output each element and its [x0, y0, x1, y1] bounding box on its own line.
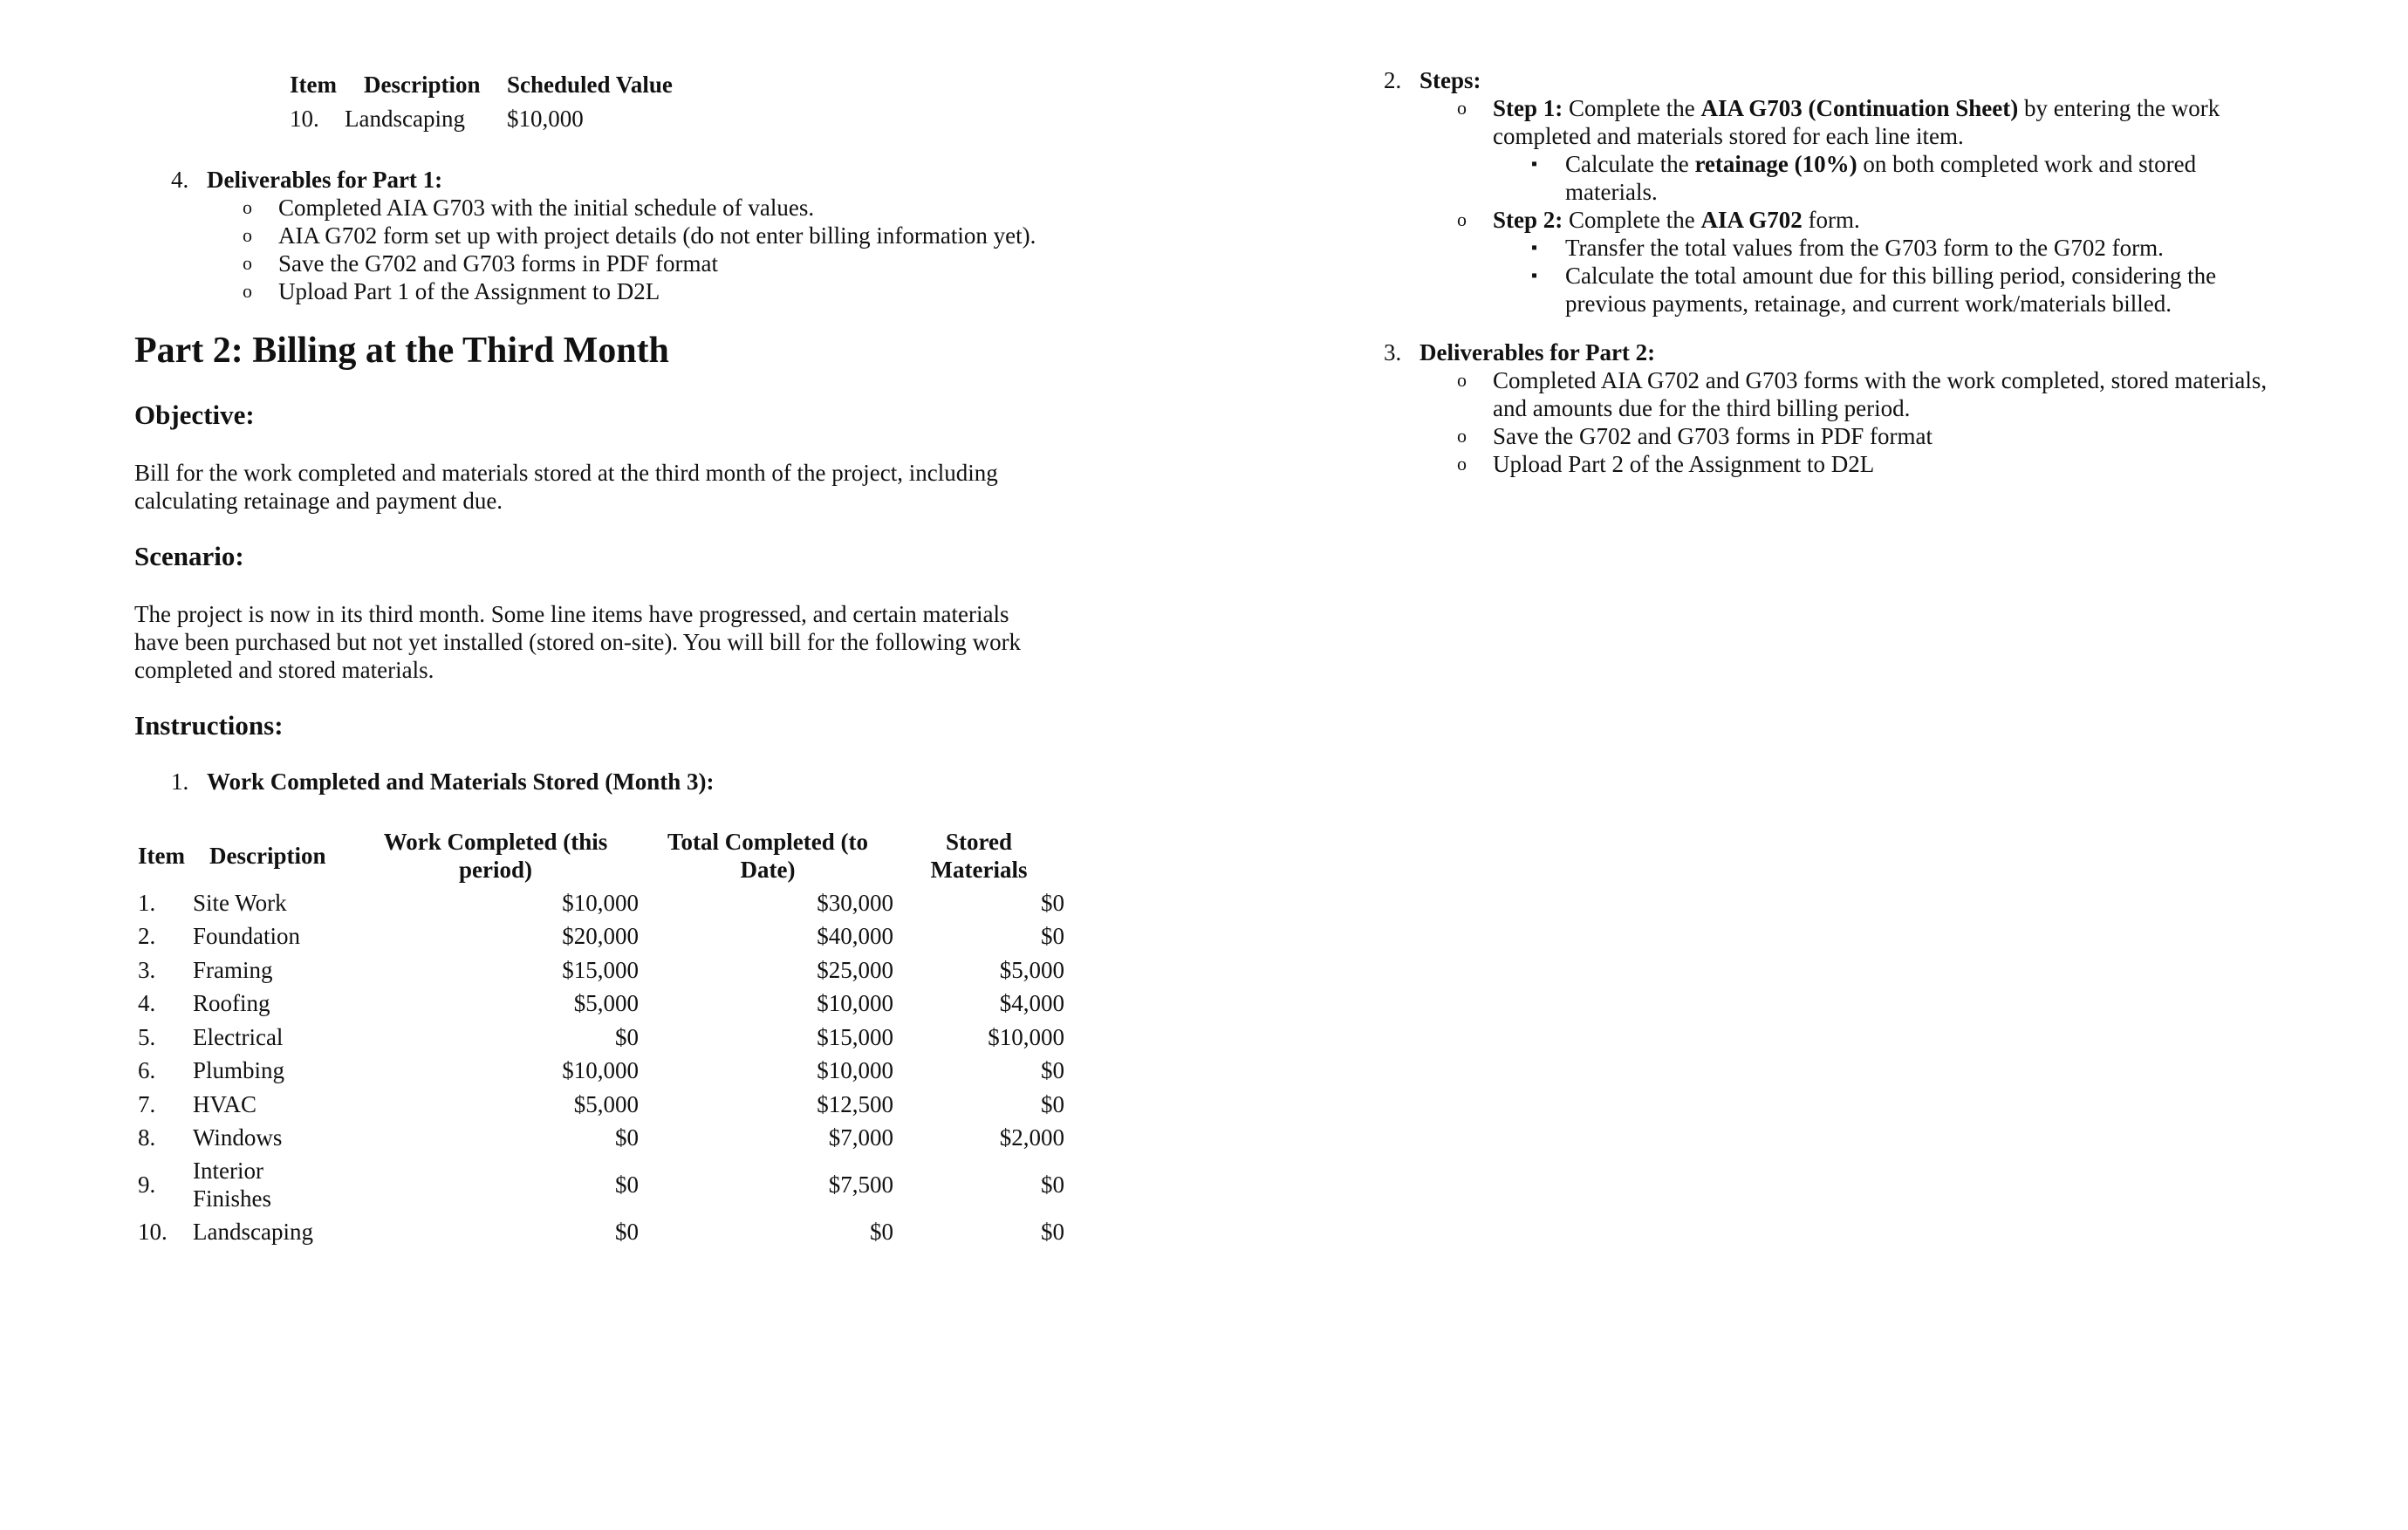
table-row-description: Landscaping — [193, 1219, 313, 1245]
deliverable-item: Completed AIA G703 with the initial schedule of values. — [278, 195, 815, 221]
table-row-item: 2. — [138, 923, 156, 949]
table-row-work: $10,000 — [562, 1057, 639, 1083]
table-row-total: $15,000 — [817, 1024, 893, 1050]
step1-line: Step 1: Complete the AIA G703 (Continuation Sheet) by entering the work — [1493, 95, 2220, 121]
table-row-total: $30,000 — [817, 890, 893, 916]
step1-line: completed and materials stored for each line item. — [1493, 123, 1964, 149]
table-row-work: $10,000 — [562, 890, 639, 916]
deliverables-part2-number: 3. — [1384, 339, 1402, 365]
table-row-item: 1. — [138, 890, 156, 916]
scenario-line: The project is now in its third month. Some line items have progressed, and certain materials — [134, 601, 1009, 627]
table-row-stored: $2,000 — [999, 1124, 1064, 1151]
table-row-description: Interior Finishes — [193, 1158, 272, 1212]
table-row-description: Site Work — [193, 890, 287, 916]
deliverables-part1-number: 4. — [171, 167, 189, 193]
table-row-total: $7,000 — [828, 1124, 893, 1151]
table-row-stored: $5,000 — [999, 957, 1064, 983]
deliverables-part2-title: Deliverables for Part 2: — [1419, 339, 1656, 365]
table-row-stored: $0 — [1041, 1057, 1064, 1083]
table-row-total: $40,000 — [817, 923, 893, 949]
table-row-stored: $0 — [1041, 1171, 1064, 1198]
table-row-work: $15,000 — [562, 957, 639, 983]
table-row-description: Foundation — [193, 923, 301, 949]
step1-sub-line: materials. — [1565, 179, 1658, 205]
right-page — [1204, 0, 2408, 1530]
table-row-total: $10,000 — [817, 990, 893, 1016]
scenario-line: have been purchased but not yet installed (stored on-site). You will bill for the following work — [134, 629, 1022, 655]
table-row-stored: $10,000 — [988, 1024, 1064, 1050]
table-row-description: Plumbing — [193, 1057, 285, 1083]
steps-number: 2. — [1384, 67, 1402, 93]
table-row-item: 5. — [138, 1024, 156, 1050]
table-row-total: $12,500 — [817, 1091, 893, 1117]
billing-header-work-completed: Work Completed (this period) — [383, 829, 608, 883]
table-row-total: $10,000 — [817, 1057, 893, 1083]
table-row-work: $0 — [615, 1219, 639, 1245]
table-row-item: 4. — [138, 990, 156, 1016]
table-row-stored: $0 — [1041, 1219, 1064, 1245]
work-item-title: Work Completed and Materials Stored (Month 3): — [207, 768, 715, 795]
table-row-description: Roofing — [193, 990, 270, 1016]
deliverable-item: AIA G702 form set up with project details (do not enter billing information yet). — [278, 222, 1036, 249]
bullet-icon: o — [243, 224, 252, 246]
table-row-item: 8. — [138, 1124, 156, 1151]
step2-line: Step 2: Complete the AIA G702 form. — [1493, 207, 1860, 233]
table-row-work: $0 — [615, 1171, 639, 1198]
schedule-row-description: Landscaping — [345, 106, 465, 132]
billing-header-item: Item — [138, 843, 185, 869]
bullet-icon: o — [1457, 97, 1467, 119]
objective-line: Bill for the work completed and materials stored at the third month of the project, including — [134, 460, 998, 486]
deliverable-item: and amounts due for the third billing period. — [1493, 395, 1911, 421]
table-row-stored: $0 — [1041, 1091, 1064, 1117]
bullet-icon: o — [243, 252, 252, 274]
billing-header-description: Description — [209, 843, 326, 869]
table-row-stored: $0 — [1041, 890, 1064, 916]
billing-header-total-completed: Total Completed (to Date) — [667, 829, 868, 883]
deliverables-part1-title: Deliverables for Part 1: — [207, 167, 443, 193]
objective-heading: Objective: — [134, 400, 255, 430]
step2-sub-line: Transfer the total values from the G703 form to the G702 form. — [1565, 235, 2164, 261]
bullet-icon: o — [1457, 208, 1467, 230]
table-row-item: 7. — [138, 1091, 156, 1117]
table-row-work: $0 — [615, 1024, 639, 1050]
square-bullet-icon: ▪ — [1531, 266, 1538, 285]
billing-header-stored-materials: Stored Materials — [930, 829, 1028, 883]
table-row-item: 9. — [138, 1171, 156, 1198]
table-row-work: $5,000 — [573, 1091, 639, 1117]
table-row-total: $7,500 — [828, 1171, 893, 1198]
square-bullet-icon: ▪ — [1531, 238, 1538, 257]
deliverable-item: Save the G702 and G703 forms in PDF format — [278, 250, 718, 277]
table-row-work: $0 — [615, 1124, 639, 1151]
bullet-icon: o — [1457, 425, 1467, 447]
table-row-total: $25,000 — [817, 957, 893, 983]
table-row-work: $5,000 — [573, 990, 639, 1016]
schedule-row-item: 10. — [290, 106, 319, 132]
deliverable-item: Save the G702 and G703 forms in PDF format — [1493, 423, 1933, 449]
square-bullet-icon: ▪ — [1531, 154, 1538, 174]
table-row-description: Electrical — [193, 1024, 284, 1050]
table-row-description: Framing — [193, 957, 273, 983]
deliverable-item: Completed AIA G702 and G703 forms with the work completed, stored materials, — [1493, 367, 2268, 393]
schedule-header-scheduled-value: Scheduled Value — [507, 72, 673, 98]
bullet-icon: o — [1457, 453, 1467, 475]
step1-sub-line: Calculate the retainage (10%) on both completed work and stored — [1565, 151, 2197, 177]
table-row-description: HVAC — [193, 1091, 257, 1117]
part2-title: Part 2: Billing at the Third Month — [134, 331, 669, 371]
schedule-header-description: Description — [364, 72, 481, 98]
schedule-header-item: Item — [290, 72, 337, 98]
instructions-heading: Instructions: — [134, 710, 284, 741]
table-row-work: $20,000 — [562, 923, 639, 949]
table-row-description: Windows — [193, 1124, 283, 1151]
table-row-stored: $4,000 — [999, 990, 1064, 1016]
work-item-number: 1. — [171, 768, 189, 795]
table-row-item: 3. — [138, 957, 156, 983]
schedule-row-value: $10,000 — [507, 106, 584, 132]
step2-sub-line: Calculate the total amount due for this billing period, considering the — [1565, 263, 2217, 289]
bullet-icon: o — [1457, 369, 1467, 391]
table-row-total: $0 — [870, 1219, 893, 1245]
steps-title: Steps: — [1419, 67, 1481, 93]
table-row-stored: $0 — [1041, 923, 1064, 949]
deliverable-item: Upload Part 1 of the Assignment to D2L — [278, 278, 660, 304]
objective-line: calculating retainage and payment due. — [134, 488, 503, 514]
scenario-line: completed and stored materials. — [134, 657, 434, 683]
bullet-icon: o — [243, 196, 252, 218]
scenario-heading: Scenario: — [134, 541, 244, 571]
deliverable-item: Upload Part 2 of the Assignment to D2L — [1493, 451, 1875, 477]
table-row-item: 6. — [138, 1057, 156, 1083]
bullet-icon: o — [243, 280, 252, 302]
table-row-item: 10. — [138, 1219, 168, 1245]
step2-sub-line: previous payments, retainage, and current work/materials billed. — [1565, 290, 2172, 317]
